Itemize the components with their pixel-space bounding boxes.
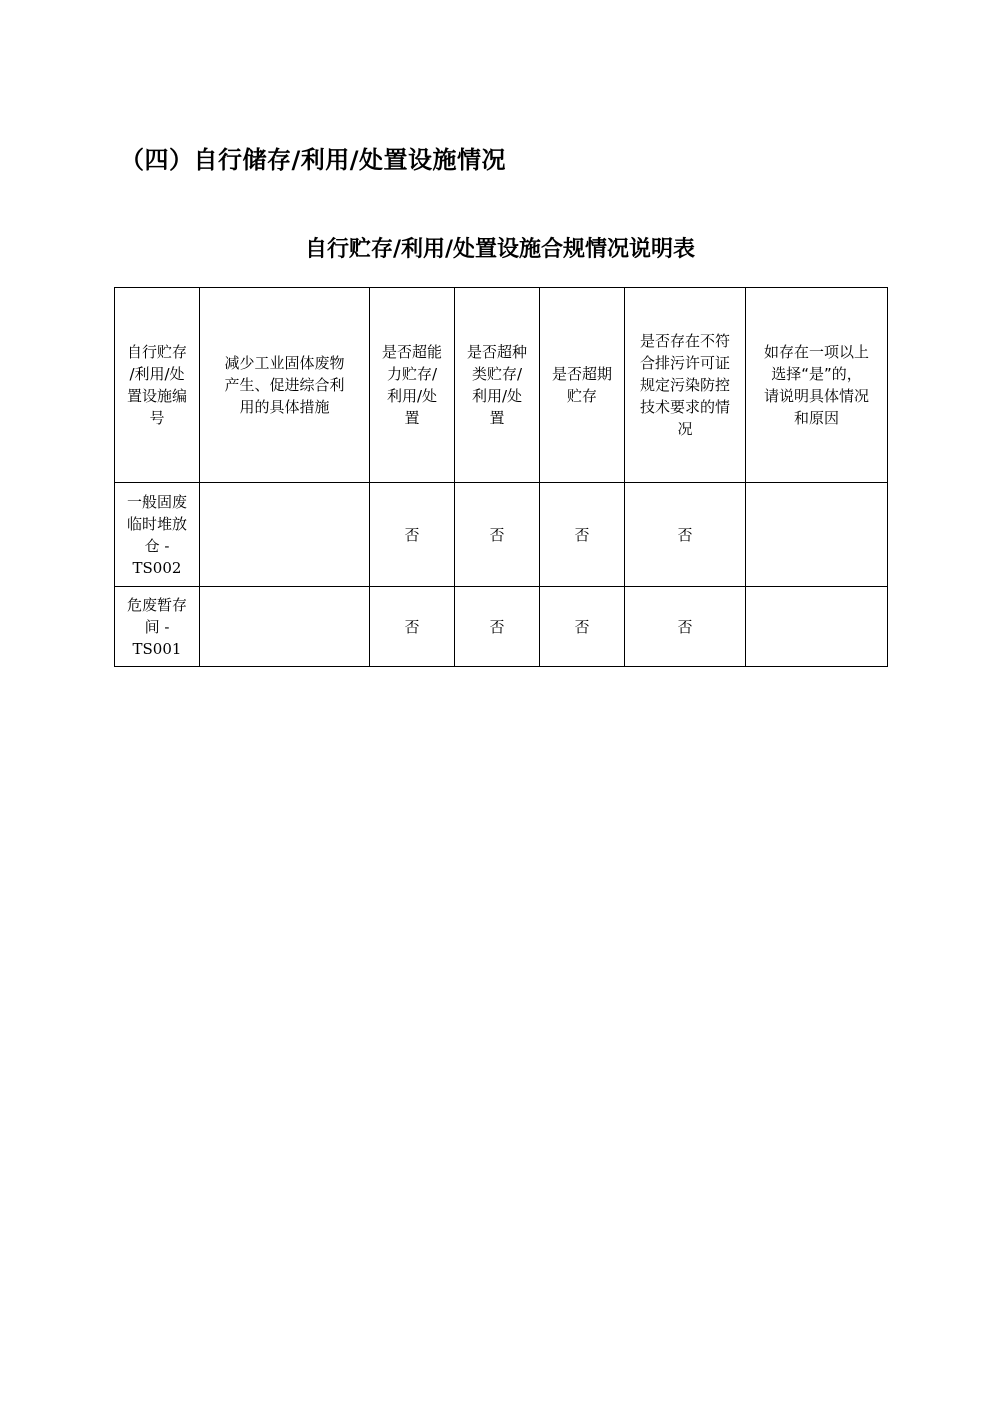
table-row [115, 587, 888, 667]
cell-explanation [746, 483, 888, 587]
header-non-compliant: 是否存在不符 合排污许可证 规定污染防控 技术要求的情 况 [625, 288, 746, 483]
cell-explanation [746, 587, 888, 667]
header-explanation: 如存在一项以上 选择“是”的， 请说明具体情况 和原因 [746, 288, 888, 483]
cell-measures [200, 483, 370, 587]
cell-non-compliant: 否 [625, 483, 746, 587]
cell-facility-id: 一般固废 临时堆放 仓 - TS002 [115, 483, 200, 587]
cell-over-capacity: 否 [370, 587, 455, 667]
cell-over-type: 否 [455, 483, 540, 587]
table-title: 自行贮存/利用/处置设施合规情况说明表 [304, 237, 696, 262]
table-header-row [115, 288, 888, 483]
table-row [115, 483, 888, 587]
cell-over-period: 否 [540, 587, 625, 667]
cell-over-type: 否 [455, 587, 540, 667]
header-facility-id: 自行贮存 /利用/处 置设施编 号 [115, 288, 200, 483]
header-over-capacity: 是否超能 力贮存/ 利用/处 置 [370, 288, 455, 483]
cell-over-period: 否 [540, 483, 625, 587]
header-over-type: 是否超种 类贮存/ 利用/处 置 [455, 288, 540, 483]
cell-facility-id: 危废暂存 间 - TS001 [115, 587, 200, 667]
compliance-table [114, 287, 888, 667]
cell-non-compliant: 否 [625, 587, 746, 667]
cell-over-capacity: 否 [370, 483, 455, 587]
header-measures: 减少工业固体废物 产生、促进综合利 用的具体措施 [200, 288, 370, 483]
section-heading: （四）自行储存/利用/处置设施情况 [120, 146, 507, 174]
cell-measures [200, 587, 370, 667]
header-over-period: 是否超期 贮存 [540, 288, 625, 483]
